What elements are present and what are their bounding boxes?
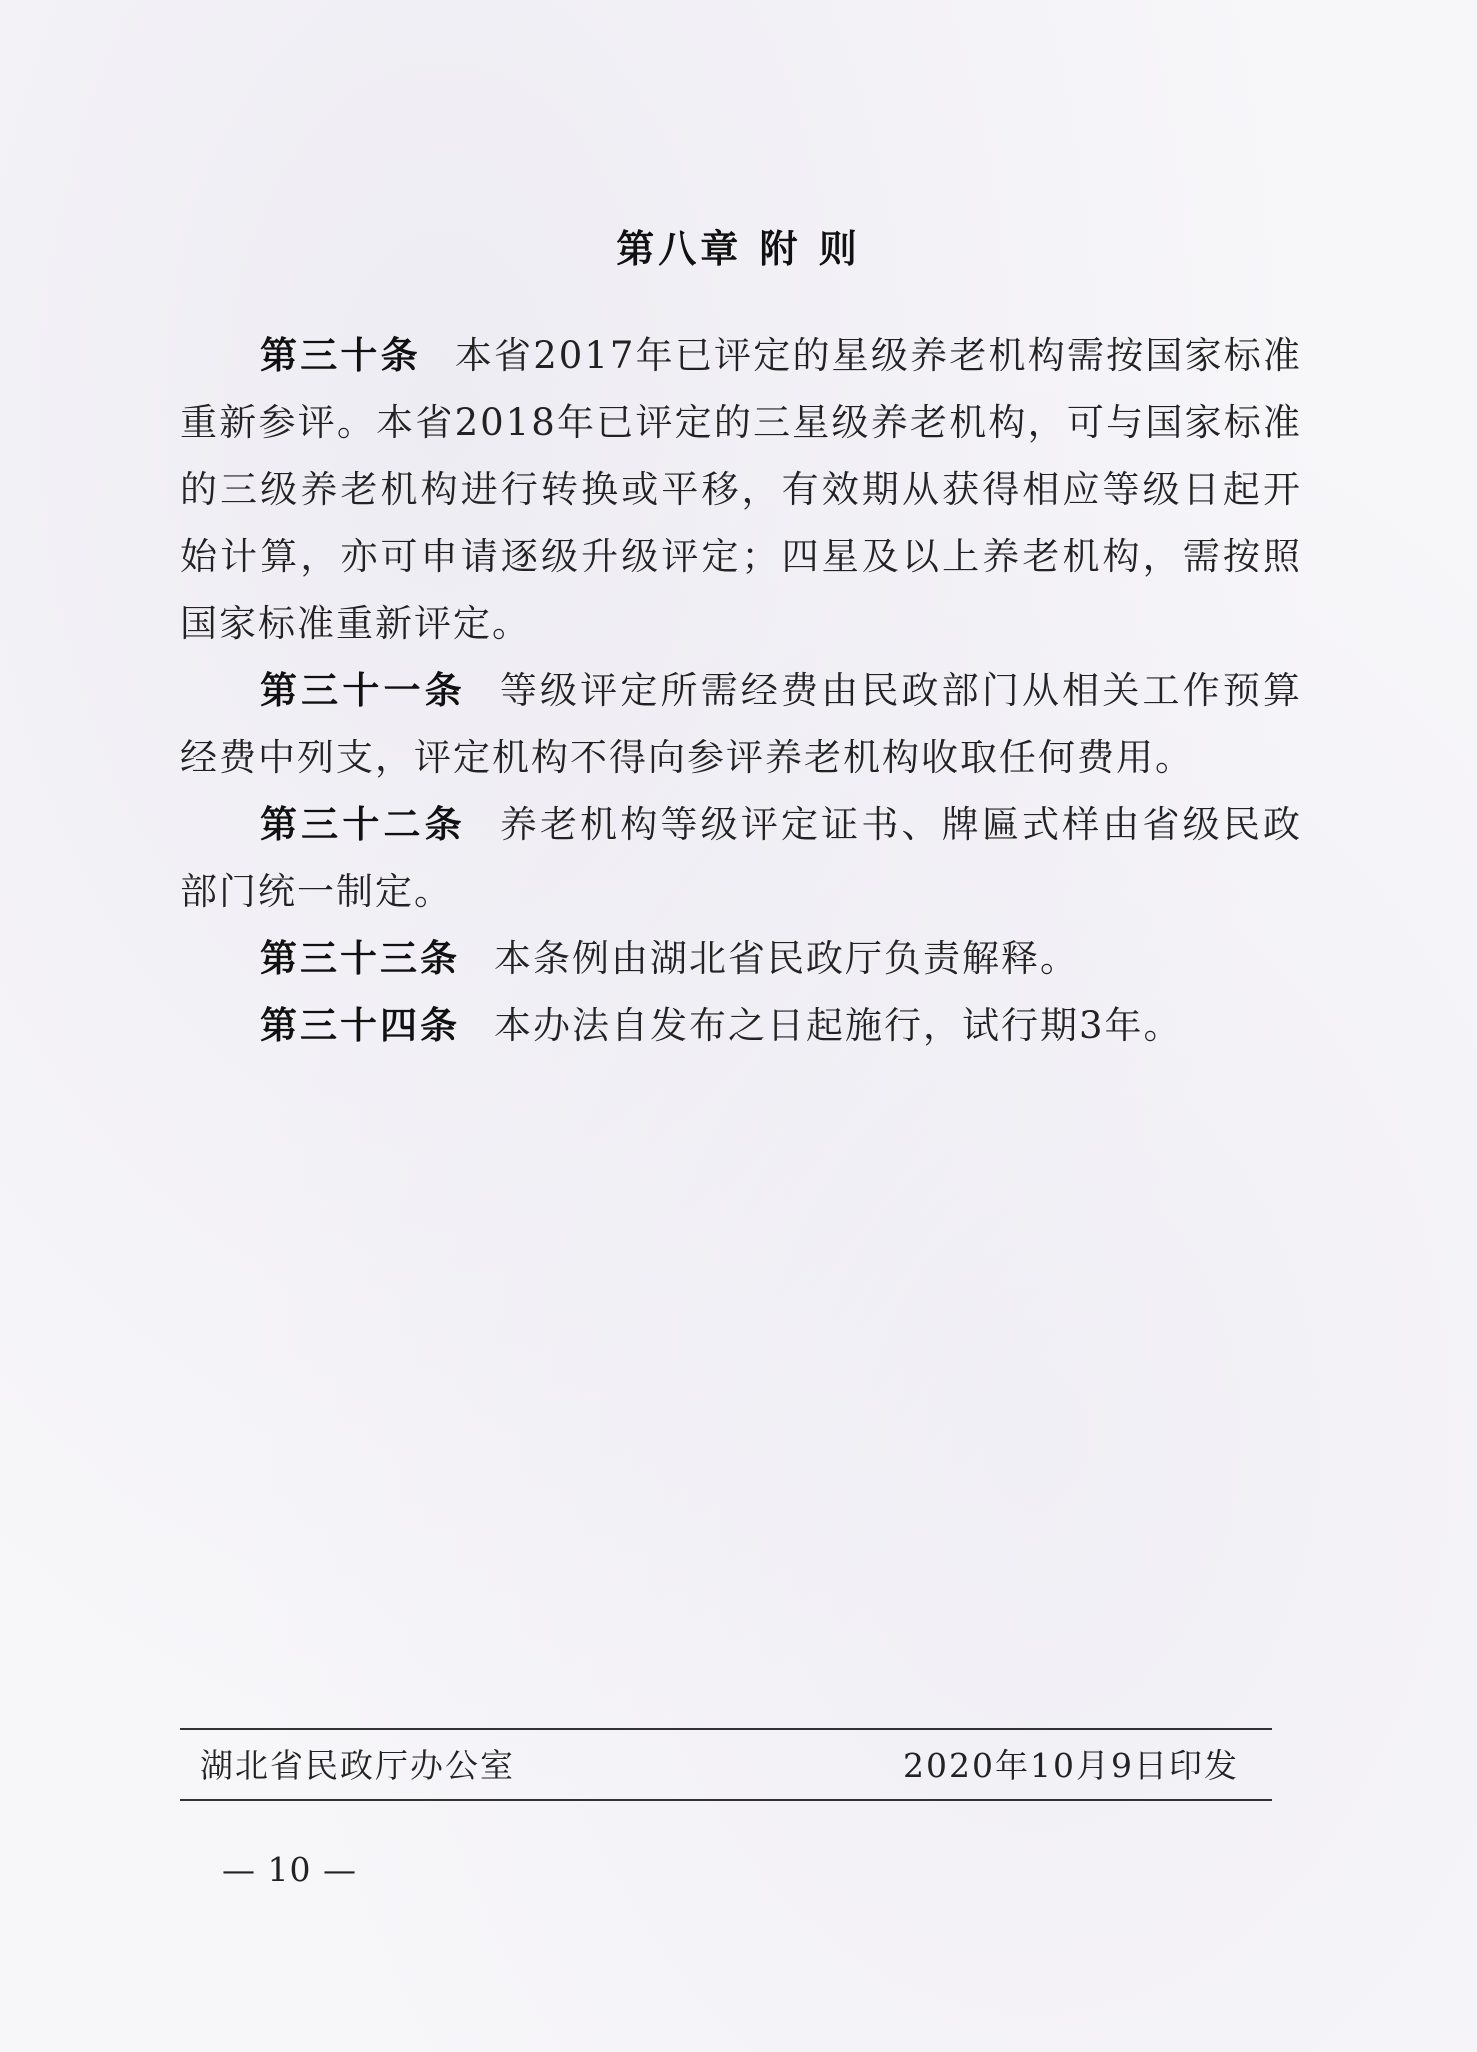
article-text: 本条例由湖北省民政厅负责解释。	[494, 937, 1079, 980]
page-number: — 10 —	[222, 1850, 357, 1889]
issuer: 湖北省民政厅办公室	[200, 1746, 515, 1785]
article-31	[180, 657, 1302, 791]
article-number: 第三十二条	[260, 803, 466, 846]
article-number: 第三十三条	[260, 937, 460, 980]
article-34	[180, 992, 1302, 1059]
article-33	[180, 925, 1302, 992]
article-number: 第三十一条	[260, 669, 466, 712]
article-text: 等级评定所需经费由民政部门从相关工作预算经费中列支，评定机构不得向参评养老机构收取任何费用。	[180, 669, 1303, 779]
footer-rule-top	[180, 1728, 1272, 1730]
article-30	[180, 322, 1302, 657]
footer-rule-bottom	[180, 1799, 1272, 1801]
issue-date: 2020年10月9日印发	[903, 1746, 1239, 1785]
article-number: 第三十条	[260, 334, 421, 377]
article-text: 养老机构等级评定证书、牌匾式样由省级民政部门统一制定。	[180, 803, 1303, 913]
document-body	[180, 322, 1302, 1059]
chapter-title: 第八章 附 则	[616, 227, 861, 271]
article-32	[180, 791, 1302, 925]
article-text: 本省2017年已评定的星级养老机构需按国家标准重新参评。本省2018年已评定的三星级养老机构，可与国家标准的三级养老机构进行转换或平移，有效期从获得相应等级日起开始计算，亦可申请逐级升级评定；四星及以上养老机构，需按照国家标准重新评定。	[180, 334, 1302, 645]
article-text: 本办法自发布之日起施行，试行期3年。	[494, 1004, 1183, 1047]
article-number: 第三十四条	[260, 1004, 460, 1047]
